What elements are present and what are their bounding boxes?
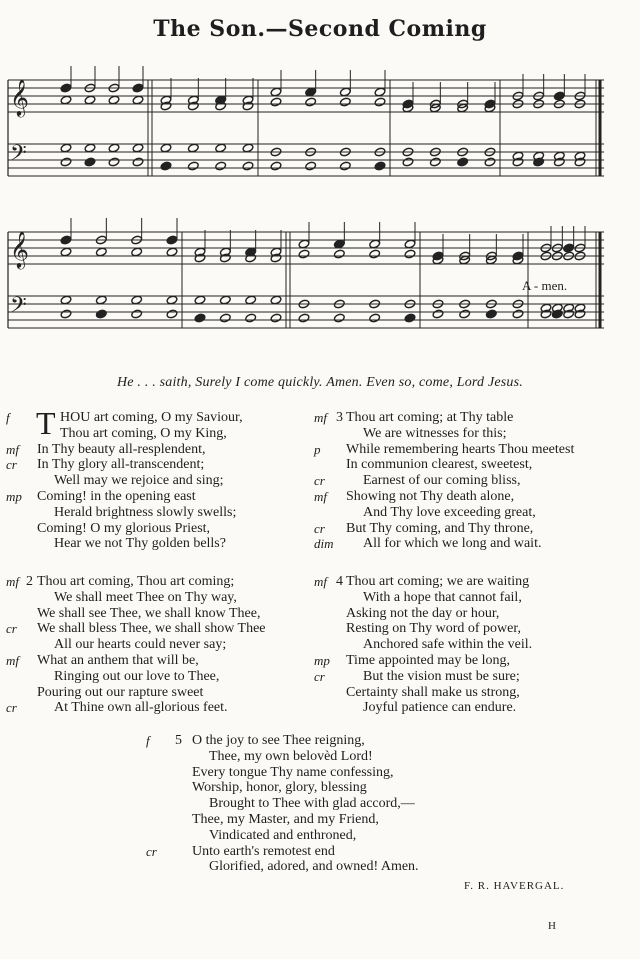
stanza-line xyxy=(140,828,540,844)
note-head xyxy=(429,157,441,167)
note-head xyxy=(166,235,178,245)
verse-text: Thou art coming; at Thy table xyxy=(346,410,514,425)
note-head xyxy=(166,309,178,319)
note-head xyxy=(298,313,310,323)
treble-clef: 𝄞 xyxy=(10,78,29,116)
verse-text: Coming! in the opening east xyxy=(37,488,196,504)
verse-text: Brought to Thee with glad accord,— xyxy=(209,796,415,812)
stanza-line xyxy=(312,700,630,716)
verse-text: Resting on Thy word of power, xyxy=(346,621,521,637)
note-head xyxy=(84,95,96,105)
note-head xyxy=(402,157,414,167)
stanza-line xyxy=(312,410,630,426)
dynamic-marking: cr xyxy=(6,621,17,637)
stanza-line xyxy=(312,457,630,473)
note-head xyxy=(60,157,72,167)
stanza-line xyxy=(140,844,540,860)
drop-cap: T xyxy=(36,405,56,441)
stanza-line xyxy=(140,749,540,765)
verse-text: At Thine own all-glorious feet. xyxy=(54,700,228,716)
stanza-line xyxy=(140,859,540,875)
note-head xyxy=(305,161,317,171)
stanza-line xyxy=(312,590,630,606)
stanza-line xyxy=(312,489,630,505)
note-head xyxy=(404,249,416,259)
note-head xyxy=(95,247,107,257)
stanza-line xyxy=(312,473,630,489)
dynamic-marking: dim xyxy=(314,536,334,552)
stanza-5 xyxy=(140,733,540,875)
note-head xyxy=(305,97,317,107)
epigraph: He . . . saith, Surely I come quickly. Amen. Even so, come, Lord Jesus. xyxy=(117,375,523,390)
note-head xyxy=(270,161,282,171)
hymn-title: The Son.—Second Coming xyxy=(153,16,487,42)
note-head xyxy=(404,313,416,323)
verse-text: Well may we rejoice and sing; xyxy=(54,473,224,489)
verse-text: Thee, my Master, and my Friend, xyxy=(192,811,379,827)
note-head xyxy=(108,157,120,167)
verse-text: Worship, honor, glory, blessing xyxy=(192,780,367,796)
note-head xyxy=(187,161,199,171)
dynamic-marking: mf xyxy=(314,410,327,425)
verse-text: Asking not the day or hour, xyxy=(346,605,500,621)
note-head xyxy=(132,143,144,153)
verse-text: But Thy coming, and Thy throne, xyxy=(346,520,534,536)
stanza-line xyxy=(0,637,310,653)
note-head xyxy=(270,295,282,305)
note-head xyxy=(484,157,496,167)
verse-text: In Thy glory all-transcendent; xyxy=(37,457,205,473)
note-head xyxy=(194,313,206,323)
note-head xyxy=(374,87,386,97)
stanza-line xyxy=(312,521,630,537)
stanza-line xyxy=(0,621,310,637)
note-head xyxy=(459,309,471,319)
dynamic-marking: p xyxy=(314,441,321,457)
dynamic-marking: cr xyxy=(146,843,157,859)
stanza-line xyxy=(312,685,630,701)
stanza-line xyxy=(312,536,630,552)
note-head xyxy=(95,295,107,305)
note-head xyxy=(339,161,351,171)
verse-text: With a hope that cannot fail, xyxy=(363,589,522,605)
stanza-line xyxy=(0,590,310,606)
verse-text: We shall bless Thee, we shall show Thee xyxy=(37,621,266,637)
note-head xyxy=(84,143,96,153)
note-head xyxy=(298,249,310,259)
stanza-line xyxy=(312,426,630,442)
verse-text: We are witnesses for this; xyxy=(363,425,507,441)
note-head xyxy=(339,87,351,97)
note-head xyxy=(432,309,444,319)
note-head xyxy=(404,239,416,249)
verse-text: Thou art coming; we are waiting xyxy=(346,574,530,589)
author-attribution: F. R. HAVERGAL. xyxy=(464,880,565,892)
stanza-line xyxy=(140,812,540,828)
dynamic-marking: mf xyxy=(6,652,19,668)
verse-text: Vindicated and enthroned, xyxy=(209,827,357,843)
note-head xyxy=(108,95,120,105)
verse-text: Certainty shall make us strong, xyxy=(346,684,520,700)
verse-text: What an anthem that will be, xyxy=(37,652,199,668)
note-head xyxy=(60,309,72,319)
note-head xyxy=(132,83,144,93)
stanza-line xyxy=(312,505,630,521)
verse-text: Pouring out our rapture sweet xyxy=(37,684,204,700)
stanza-line xyxy=(0,473,310,489)
note-head xyxy=(457,157,469,167)
note-head xyxy=(369,239,381,249)
verse-text: In Thy beauty all-resplendent, xyxy=(37,441,206,457)
note-head xyxy=(60,95,72,105)
note-head xyxy=(219,295,231,305)
dynamic-marking: mp xyxy=(6,488,22,504)
dynamic-marking: mp xyxy=(314,652,330,668)
note-head xyxy=(339,97,351,107)
note-head xyxy=(245,313,257,323)
stanza-number: 5 xyxy=(175,733,182,748)
verse-text: Every tongue Thy name confessing, xyxy=(192,764,394,780)
note-head xyxy=(108,143,120,153)
stanza-line xyxy=(0,521,310,537)
note-head xyxy=(512,309,524,319)
verse-text: Time appointed may be long, xyxy=(346,652,510,668)
stanza-line xyxy=(312,653,630,669)
stanza-line xyxy=(0,669,310,685)
note-head xyxy=(553,91,565,101)
note-head xyxy=(60,295,72,305)
stanza-line xyxy=(312,442,630,458)
stanza-1 xyxy=(0,405,310,552)
note-head xyxy=(215,161,227,171)
stanza-line xyxy=(312,637,630,653)
verse-text: But the vision must be sure; xyxy=(363,668,520,684)
note-head xyxy=(131,309,143,319)
amen-label: A - men. xyxy=(522,278,568,293)
bass-clef: 𝄢 xyxy=(10,141,27,171)
note-head xyxy=(298,239,310,249)
note-head xyxy=(132,157,144,167)
stanza-line xyxy=(0,426,310,442)
note-head xyxy=(60,247,72,257)
stanza-line xyxy=(0,442,310,458)
note-head xyxy=(369,249,381,259)
stanza-line xyxy=(0,653,310,669)
verse-text: In communion clearest, sweetest, xyxy=(346,457,533,473)
dynamic-marking: mf xyxy=(314,488,327,504)
note-head xyxy=(131,295,143,305)
note-head xyxy=(166,247,178,257)
verse-text: Anchored safe within the veil. xyxy=(363,637,533,653)
verse-text: We shall see Thee, we shall know Thee, xyxy=(37,605,261,621)
verse-text: We shall meet Thee on Thy way, xyxy=(54,589,237,605)
verse-text: All our hearts could never say; xyxy=(54,637,227,653)
verse-text: O the joy to see Thee reigning, xyxy=(192,733,365,748)
verse-text: Thou art coming, O my King, xyxy=(60,425,227,441)
stanza-line xyxy=(0,536,310,552)
stanza-number: 2 xyxy=(26,574,33,589)
stanza-line xyxy=(140,780,540,796)
dynamic-marking: mf xyxy=(6,574,19,589)
music-score xyxy=(0,60,640,360)
verse-text: Unto earth's remotest end xyxy=(192,843,335,859)
note-head xyxy=(187,143,199,153)
note-head xyxy=(333,249,345,259)
verse-text: While remembering hearts Thou meetest xyxy=(346,441,575,457)
dynamic-marking: f xyxy=(146,733,150,748)
page-signature-letter: H xyxy=(548,920,556,932)
note-head xyxy=(305,87,317,97)
note-head xyxy=(132,95,144,105)
stanza-number: 3 xyxy=(336,410,343,425)
stanza-number: 4 xyxy=(336,574,343,589)
verse-text: And Thy love exceeding great, xyxy=(363,504,536,520)
note-head xyxy=(242,161,254,171)
note-head xyxy=(374,97,386,107)
treble-clef: 𝄞 xyxy=(10,230,29,268)
verse-text: All for which we long and wait. xyxy=(363,536,542,552)
note-head xyxy=(374,161,386,171)
note-head xyxy=(270,87,282,97)
verse-text: Herald brightness slowly swells; xyxy=(54,504,237,520)
stanza-line xyxy=(312,574,630,590)
dynamic-marking: cr xyxy=(314,473,325,489)
stanza-line xyxy=(0,505,310,521)
note-head xyxy=(242,143,254,153)
note-head xyxy=(270,313,282,323)
verse-text: Coming! O my glorious Priest, xyxy=(37,520,211,536)
dynamic-marking: mf xyxy=(314,574,327,589)
stanza-line xyxy=(0,574,310,590)
note-head xyxy=(131,247,143,257)
dynamic-marking: cr xyxy=(6,457,17,473)
note-head xyxy=(60,83,72,93)
note-head xyxy=(333,239,345,249)
note-head xyxy=(84,157,96,167)
note-head xyxy=(60,143,72,153)
verse-text: Ringing out our love to Thee, xyxy=(54,668,220,684)
stanza-line xyxy=(0,700,310,716)
verse-text: Joyful patience can endure. xyxy=(363,700,517,716)
stanza-line xyxy=(0,489,310,505)
note-head xyxy=(166,295,178,305)
verse-text: Earnest of our coming bliss, xyxy=(363,473,521,489)
note-head xyxy=(369,313,381,323)
stanza-line xyxy=(140,765,540,781)
note-head xyxy=(160,143,172,153)
note-head xyxy=(95,309,107,319)
verse-text: Glorified, adored, and owned! Amen. xyxy=(209,859,419,875)
verse-text: HOU art coming, O my Saviour, xyxy=(60,410,243,425)
bass-clef: 𝄢 xyxy=(10,293,27,323)
dynamic-marking: cr xyxy=(6,700,17,716)
stanza-line xyxy=(312,606,630,622)
note-head xyxy=(160,161,172,171)
stanza-line xyxy=(0,606,310,622)
verse-text: Thou art coming, Thou art coming; xyxy=(37,574,235,589)
note-head xyxy=(219,313,231,323)
note-head xyxy=(270,97,282,107)
note-head xyxy=(215,143,227,153)
dynamic-marking: cr xyxy=(314,520,325,536)
stanza-3 xyxy=(312,410,630,552)
stanza-line xyxy=(140,796,540,812)
stanza-line xyxy=(312,669,630,685)
stanza-line xyxy=(0,457,310,473)
stanza-2 xyxy=(0,574,310,716)
note-head xyxy=(485,309,497,319)
note-head xyxy=(563,243,575,253)
note-head xyxy=(194,295,206,305)
stanza-line xyxy=(312,621,630,637)
verse-text: Showing not Thy death alone, xyxy=(346,488,515,504)
note-head xyxy=(333,313,345,323)
verse-text: Hear we not Thy golden bells? xyxy=(54,536,226,552)
stanza-4 xyxy=(312,574,630,716)
verse-text: Thee, my own belovèd Lord! xyxy=(209,748,373,764)
stanza-line xyxy=(140,733,540,749)
note-head xyxy=(60,235,72,245)
dynamic-marking: cr xyxy=(314,668,325,684)
dynamic-marking: mf xyxy=(6,441,19,457)
stanza-line xyxy=(0,685,310,701)
note-head xyxy=(245,295,257,305)
dynamic-marking: f xyxy=(6,410,10,425)
